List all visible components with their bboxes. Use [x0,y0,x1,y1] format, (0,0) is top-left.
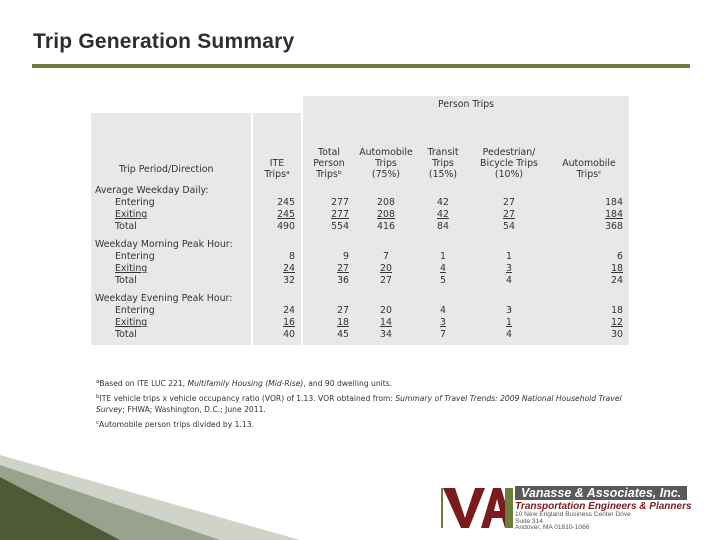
cell-auto-trips: 6 18 24 [611,251,623,286]
cell-transit: 4 3 7 [440,305,446,340]
logo-address: 10 New England Business Center Drive Suite 314 Andover, MA 01810-1066 [515,511,631,531]
table-row-weekday-daily: Average Weekday Daily: Entering Exiting Total 245 245 490 277 277 554 208 208 416 42 42 84 27 27 54 184 184 368 [91,183,629,237]
cell-auto: 7 20 27 [380,251,392,286]
footnote-a: $^a$Based on ITE LUC 221, Multifamily Housing (Mid-Rise), and 90 dwelling units. [96,379,393,388]
header-spacer [91,96,251,113]
cell-total-person: 27 18 45 [301,291,355,345]
cell-auto-trips: 184 184 368 [605,197,623,232]
row-period-label: Weekday Evening Peak Hour: [95,293,233,304]
cell-total-person: 9 27 36 [301,237,355,291]
title-divider [32,64,690,68]
cell-ped-bike: 27 27 54 [503,197,515,232]
table-row-evening-peak: Weekday Evening Peak Hour: Entering Exiting Total 24 16 40 27 18 45 20 14 34 4 3 7 3 1 4 18 12 30 [91,291,629,345]
header-spacer [251,96,301,113]
vai-logo-mark [441,484,515,530]
person-trips-group-header: Person Trips [301,96,629,113]
col-header-total-person-trips: Total Person Tripsᵇ [301,113,355,183]
col-header-automobile-trips: Automobile Trips (75%) [359,147,413,180]
logo-tagline: Transportation Engineers & Planners [515,501,692,512]
footnote-c: $^c$Automobile person trips divided by 1.13. [96,420,254,429]
trip-generation-table [91,96,629,345]
cell-ped-bike: 1 3 4 [506,251,512,286]
cell-auto: 208 208 416 [377,197,395,232]
cell-ite: 8 24 32 [251,237,301,291]
cell-total-person: 277 277 554 [301,183,355,237]
company-logo [441,484,701,534]
logo-company-name: Vanasse & Associates, Inc. [515,486,687,500]
cell-transit: 42 42 84 [437,197,449,232]
cell-ite: 24 16 40 [251,291,301,345]
col-header-automobile-vehicle-trips: Automobile Tripsᶜ [562,158,616,180]
cell-auto-trips: 18 12 30 [611,305,623,340]
page-title: Trip Generation Summary [33,30,295,53]
footnotes [96,377,636,433]
col-header-transit-trips: Transit Trips (15%) [427,147,459,180]
row-period-label: Average Weekday Daily: [95,185,209,196]
corner-wave-decoration [0,455,300,540]
cell-auto: 20 14 34 [380,305,392,340]
cell-transit: 1 4 5 [440,251,446,286]
col-header-ped-bike-trips: Pedestrian/ Bicycle Trips (10%) [480,147,538,180]
cell-ped-bike: 3 1 4 [506,305,512,340]
cell-ite: 245 245 490 [251,183,301,237]
col-header-ite-trips: ITE Tripsᵃ [251,113,301,183]
footnote-b: $^b$ITE vehicle trips x vehicle occupancy ratio (VOR) of 1.13. VOR obtained from: Summary of Travel Trends: 2009 National Household Travel Survey; FHWA; Washington, D.C.; June 2011. [96,394,622,414]
col-header-period: Trip Period/Direction [119,164,214,175]
row-period-label: Weekday Morning Peak Hour: [95,239,233,250]
table-row-morning-peak: Weekday Morning Peak Hour: Entering Exiting Total 8 24 32 9 27 36 7 20 27 1 4 5 1 3 4 6 18 24 [91,237,629,291]
